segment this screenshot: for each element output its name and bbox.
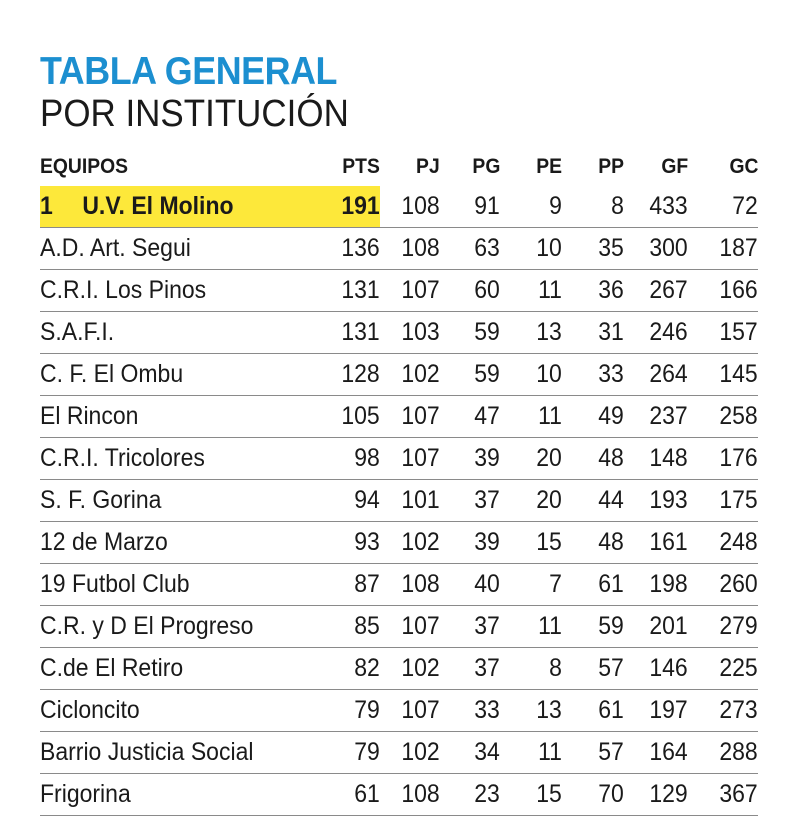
pj-cell: 101 [380, 480, 440, 522]
team-name-cell [40, 186, 322, 228]
gc-cell: 260 [688, 564, 758, 606]
gf-cell: 129 [624, 774, 688, 816]
pj-cell: 103 [380, 312, 440, 354]
team-name-cell [40, 606, 322, 648]
gc-cell: 187 [688, 228, 758, 270]
pj-cell: 108 [380, 564, 440, 606]
table-row [40, 186, 758, 228]
gf-cell: 300 [624, 228, 688, 270]
table-title: TABLA GENERAL [40, 50, 337, 93]
pg-cell: 37 [440, 606, 500, 648]
pj-cell: 107 [380, 438, 440, 480]
team-name-cell [40, 564, 322, 606]
team-name: A.D. Art. Segui [40, 234, 191, 262]
pj-cell: 107 [380, 270, 440, 312]
table-row [40, 270, 758, 312]
header-pts: PTS [342, 155, 380, 178]
pp-cell: 48 [562, 438, 624, 480]
pp-cell: 70 [562, 774, 624, 816]
team-name-cell [40, 354, 322, 396]
standings-panel [40, 50, 758, 816]
team-name-cell [40, 774, 322, 816]
pg-cell: 39 [440, 522, 500, 564]
pg-cell: 59 [440, 354, 500, 396]
pe-cell: 10 [500, 228, 562, 270]
pe-cell: 20 [500, 438, 562, 480]
table-row [40, 564, 758, 606]
pj-cell: 107 [380, 690, 440, 732]
pts-cell: 82 [322, 648, 380, 690]
team-name: C.R.I. Los Pinos [40, 276, 207, 304]
gf-cell: 161 [624, 522, 688, 564]
table-row [40, 522, 758, 564]
pts-cell: 94 [322, 480, 380, 522]
pg-cell: 37 [440, 480, 500, 522]
team-name: 12 de Marzo [40, 528, 168, 556]
pts-cell: 85 [322, 606, 380, 648]
header-pe: PE [536, 155, 562, 178]
pe-cell: 8 [500, 648, 562, 690]
gc-cell: 176 [688, 438, 758, 480]
pe-cell: 13 [500, 312, 562, 354]
pe-cell: 7 [500, 564, 562, 606]
header-team: EQUIPOS [40, 155, 129, 178]
pj-cell: 107 [380, 606, 440, 648]
pp-cell: 57 [562, 732, 624, 774]
pg-cell: 23 [440, 774, 500, 816]
pts-cell: 87 [322, 564, 380, 606]
team-name: S. F. Gorina [40, 486, 162, 514]
table-row [40, 228, 758, 270]
pg-cell: 34 [440, 732, 500, 774]
pts-cell: 191 [322, 186, 380, 228]
team-name: El Rincon [40, 402, 139, 430]
pe-cell: 15 [500, 522, 562, 564]
pp-cell: 36 [562, 270, 624, 312]
team-name-cell [40, 438, 322, 480]
team-name-cell [40, 648, 322, 690]
pp-cell: 61 [562, 690, 624, 732]
table-row [40, 354, 758, 396]
pp-cell: 57 [562, 648, 624, 690]
gc-cell: 273 [688, 690, 758, 732]
pts-cell: 79 [322, 690, 380, 732]
gc-cell: 288 [688, 732, 758, 774]
pg-cell: 40 [440, 564, 500, 606]
team-name: Barrio Justicia Social [40, 738, 254, 766]
table-row [40, 396, 758, 438]
pe-cell: 15 [500, 774, 562, 816]
pp-cell: 48 [562, 522, 624, 564]
team-name: C.R.I. Tricolores [40, 444, 205, 472]
table-row [40, 732, 758, 774]
rank-number: 1 [40, 192, 53, 220]
team-name: C. F. El Ombu [40, 360, 184, 388]
pts-cell: 98 [322, 438, 380, 480]
pj-cell: 102 [380, 354, 440, 396]
gf-cell: 267 [624, 270, 688, 312]
team-name-cell [40, 228, 322, 270]
pts-cell: 93 [322, 522, 380, 564]
pj-cell: 107 [380, 396, 440, 438]
gc-cell: 175 [688, 480, 758, 522]
pg-cell: 47 [440, 396, 500, 438]
team-name: C.R. y D El Progreso [40, 612, 254, 640]
table-row [40, 774, 758, 816]
pg-cell: 37 [440, 648, 500, 690]
gc-cell: 166 [688, 270, 758, 312]
gf-cell: 201 [624, 606, 688, 648]
pts-cell: 136 [322, 228, 380, 270]
table-subtitle: POR INSTITUCIÓN [40, 93, 349, 135]
header-pj: PJ [416, 155, 440, 178]
pp-cell: 61 [562, 564, 624, 606]
pj-cell: 102 [380, 648, 440, 690]
team-name: C.de El Retiro [40, 654, 184, 682]
team-name: S.A.F.I. [40, 318, 115, 346]
header-gc: GC [729, 155, 758, 178]
gc-cell: 157 [688, 312, 758, 354]
pts-cell: 61 [322, 774, 380, 816]
pe-cell: 13 [500, 690, 562, 732]
gf-cell: 146 [624, 648, 688, 690]
header-gf: GF [661, 155, 688, 178]
team-name: 19 Futbol Club [40, 570, 190, 598]
pj-cell: 102 [380, 522, 440, 564]
pts-cell: 131 [322, 270, 380, 312]
pe-cell: 11 [500, 732, 562, 774]
gf-cell: 237 [624, 396, 688, 438]
pg-cell: 60 [440, 270, 500, 312]
gf-cell: 148 [624, 438, 688, 480]
pp-cell: 59 [562, 606, 624, 648]
pg-cell: 59 [440, 312, 500, 354]
pg-cell: 63 [440, 228, 500, 270]
pp-cell: 33 [562, 354, 624, 396]
team-name-cell [40, 396, 322, 438]
header-pp: PP [598, 155, 624, 178]
table-body [40, 186, 758, 816]
gc-cell: 248 [688, 522, 758, 564]
pe-cell: 11 [500, 606, 562, 648]
gc-cell: 279 [688, 606, 758, 648]
pe-cell: 11 [500, 270, 562, 312]
gf-cell: 433 [624, 186, 688, 228]
pj-cell: 102 [380, 732, 440, 774]
gf-cell: 193 [624, 480, 688, 522]
pp-cell: 31 [562, 312, 624, 354]
team-name-cell [40, 690, 322, 732]
gf-cell: 264 [624, 354, 688, 396]
team-name-cell [40, 522, 322, 564]
gf-cell: 197 [624, 690, 688, 732]
pg-cell: 91 [440, 186, 500, 228]
gc-cell: 367 [688, 774, 758, 816]
gc-cell: 258 [688, 396, 758, 438]
table-row [40, 690, 758, 732]
gc-cell: 145 [688, 354, 758, 396]
pg-cell: 39 [440, 438, 500, 480]
team-name-cell [40, 270, 322, 312]
team-name-cell [40, 480, 322, 522]
pj-cell: 108 [380, 774, 440, 816]
pts-cell: 79 [322, 732, 380, 774]
table-row [40, 648, 758, 690]
team-name: Frigorina [40, 780, 131, 808]
pj-cell: 108 [380, 228, 440, 270]
gf-cell: 246 [624, 312, 688, 354]
gf-cell: 164 [624, 732, 688, 774]
table-row [40, 480, 758, 522]
pj-cell: 108 [380, 186, 440, 228]
table-row [40, 312, 758, 354]
table-header [40, 150, 758, 186]
table-row [40, 438, 758, 480]
gf-cell: 198 [624, 564, 688, 606]
pe-cell: 11 [500, 396, 562, 438]
pe-cell: 9 [500, 186, 562, 228]
gc-cell: 225 [688, 648, 758, 690]
pe-cell: 20 [500, 480, 562, 522]
standings-table [40, 150, 758, 816]
header-row [40, 150, 758, 186]
pg-cell: 33 [440, 690, 500, 732]
pts-cell: 105 [322, 396, 380, 438]
team-name-cell [40, 312, 322, 354]
header-pg: PG [472, 155, 500, 178]
gc-cell: 72 [688, 186, 758, 228]
pts-cell: 131 [322, 312, 380, 354]
pts-cell: 128 [322, 354, 380, 396]
team-name: U.V. El Molino [82, 192, 234, 220]
pp-cell: 44 [562, 480, 624, 522]
team-name-cell [40, 732, 322, 774]
table-row [40, 606, 758, 648]
pp-cell: 49 [562, 396, 624, 438]
pp-cell: 35 [562, 228, 624, 270]
pp-cell: 8 [562, 186, 624, 228]
pe-cell: 10 [500, 354, 562, 396]
team-name: Cicloncito [40, 696, 140, 724]
